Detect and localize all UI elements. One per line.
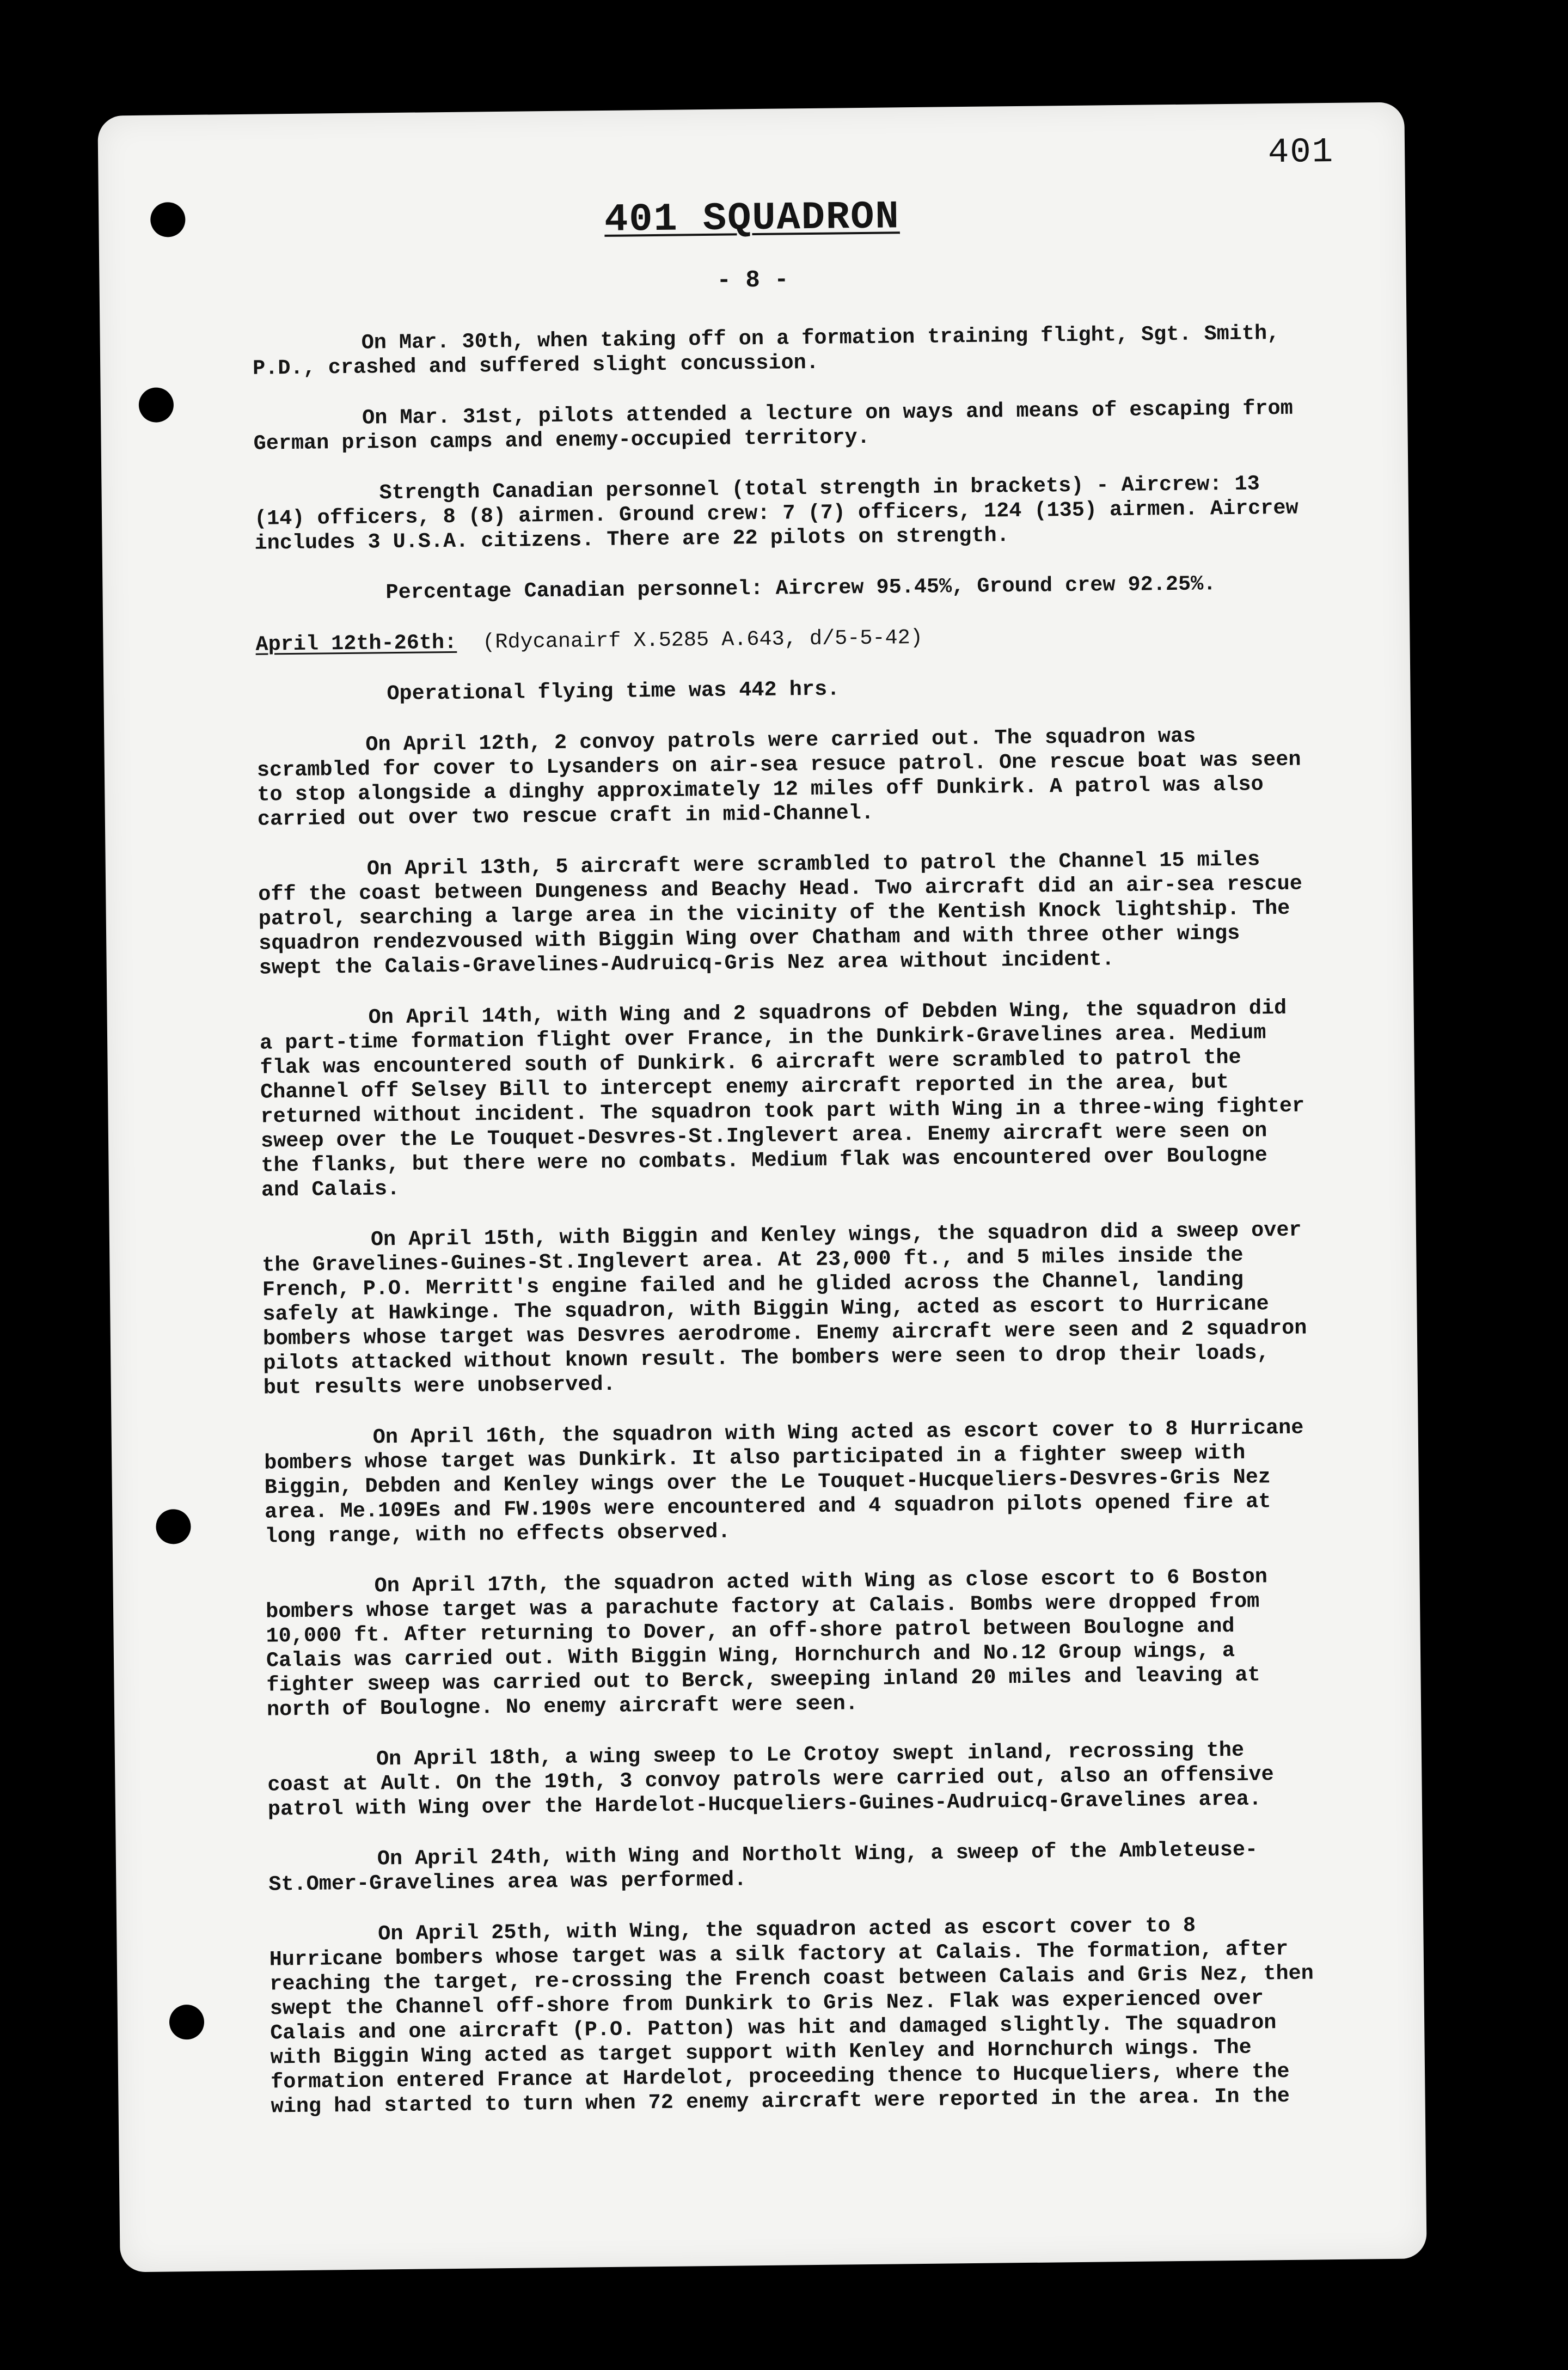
entry-april-25: On April 25th, with Wing, the squadron acted as escort cover to 8 Hurricane bombers whose target was a silk factory at Calais. The formation, after reaching the target, re-crossing the French coast between Calais and Gris Nez, then swept the Channel off-shore from Dunkirk to Gris Nez. Flak was experienced over Calais and one aircraft (P.O. Patton) was hit and damaged slightly. The squadron with Biggin Wing acted as target support with Kenley and Hornchurch wings. The formation entered France at Hardelot, proceeding thence to Hucqueliers, where the wing had started to turn when 72 enemy aircraft were reported in the area. In the: [269, 1913, 1314, 2119]
entry-april-18: On April 18th, a wing sweep to Le Crotoy swept inland, recrossing the coast at Ault. On the 19th, 3 convoy patrols were carried out, also an offensive patrol with Wing over the Hardelot-Hucqueliers-Guines-Audruicq-Gravelines area.: [267, 1738, 1274, 1822]
dust-speck: [1269, 48, 1275, 54]
paragraph-mar-31: On Mar. 31st, pilots attended a lecture on ways and means of escaping from German prison camps and enemy-occupied territory.: [253, 396, 1293, 456]
paragraph-mar-30: On Mar. 30th, when taking off on a formation training flight, Sgt. Smith, P.D., crashed and suffered slight concussion.: [252, 321, 1280, 381]
entry-april-13: On April 13th, 5 aircraft were scrambled to patrol the Channel 15 miles off the coast between Dungeness and Beachy Head. Two aircraft did an air-sea rescue patrol, searching a large area in the vicinity of the Kentish Knock lightship. The squadron rendezvoused with Biggin Wing over Chatham and with three other wings swept the Calais-Gravelines-Audruicq-Gris Nez area without incident.: [258, 847, 1303, 980]
entry-flying-time: Operational flying time was 442 hrs.: [387, 677, 840, 706]
entry-april-15: On April 15th, with Biggin and Kenley wings, the squadron did a sweep over the Gravelines-Guines-St.Inglevert area. At 23,000 ft., and 5 miles inside the French, P.O. Merritt's engine failed and he glided across the Channel, landing safely at Hawkinge. The squadron, with Biggin Wing, acted as escort to Hurricane bombers whose target was Desvres aerodrome. Enemy aircraft were seen and 2 squadron pilots attacked without known result. The bombers were seen to drop their loads, but results were unobserved.: [262, 1218, 1307, 1400]
page-number: 401: [1267, 132, 1334, 173]
body-text: [253, 321, 1317, 2146]
punch-hole-upper-middle: [139, 387, 174, 423]
punch-hole-lower-middle: [156, 1509, 191, 1544]
document-page: [97, 102, 1426, 2273]
period-label: April 12th-26th:: [255, 630, 457, 657]
page-indicator: - 8 -: [716, 266, 789, 295]
entry-april-12: On April 12th, 2 convoy patrols were carried out. The squadron was scrambled for cover to Lysanders on air-sea resuce patrol. One rescue boat was seen to stop alongside a dinghy approximately 12 miles off Dunkirk. A patrol was also carried out over two rescue craft in mid-Channel.: [256, 724, 1301, 832]
period-heading: [255, 622, 1301, 657]
entry-april-17: On April 17th, the squadron acted with Wing as close escort to 6 Boston bombers whose target was a parachute factory at Calais. Bombs were dropped from 10,000 ft. After returning to Dover, an off-shore patrol between Boulogne and Calais was carried out. With Biggin Wing, Hornchurch and No.12 Group wings, a fighter sweep was carried out to Berck, sweeping inland 20 miles and leaving at north of Boulogne. No enemy aircraft were seen.: [265, 1565, 1268, 1722]
entry-april-16: On April 16th, the squadron with Wing acted as escort cover to 8 Hurricane bombers whose target was Dunkirk. It also participated in a fighter sweep with Biggin, Debden and Kenley wings over the Le Touquet-Hucqueliers-Desvres-Gris Nez area. Me.109Es and FW.190s were encountered and 4 squadron pilots opened fire at long range, with no effects observed.: [264, 1415, 1304, 1549]
paragraph-strength: Strength Canadian personnel (total strength in brackets) - Aircrew: 13 (14) officers, 8 (8) airmen. Ground crew: 7 (7) officers, 124 (135) airmen. Aircrew includes 3 U.S.A. citizens. There are 22 pilots on strength.: [254, 472, 1298, 555]
entry-april-14: On April 14th, with Wing and 2 squadrons of Debden Wing, the squadron did a part-time formation flight over France, in the Dunkirk-Gravelines area. Medium flak was encountered south of Dunkirk. 6 aircraft were scrambled to patrol the Channel off Selsey Bill to intercept enemy aircraft reported in the area, but returned without incident. The squadron took part with Wing in a three-wing fighter sweep over the Le Touquet-Desvres-St.Inglevert area. Enemy aircraft were seen on the flanks, but there were no combats. Medium flak was encountered over Boulogne and Calais.: [259, 995, 1305, 1202]
document-text: [97, 102, 1404, 2119]
entry-april-24: On April 24th, with Wing and Northolt Wing, a sweep of the Ambleteuse-St.Omer-Gravelines area was performed.: [268, 1837, 1258, 1897]
page-title: 401 SQUADRON: [604, 194, 901, 242]
period-reference: (Rdycanairf X.5285 A.643, d/5-5-42): [482, 625, 923, 655]
punch-hole-bottom: [169, 2005, 205, 2040]
paragraph-percentage: Percentage Canadian personnel: Aircrew 95.45%, Ground crew 92.25%.: [385, 572, 1216, 605]
